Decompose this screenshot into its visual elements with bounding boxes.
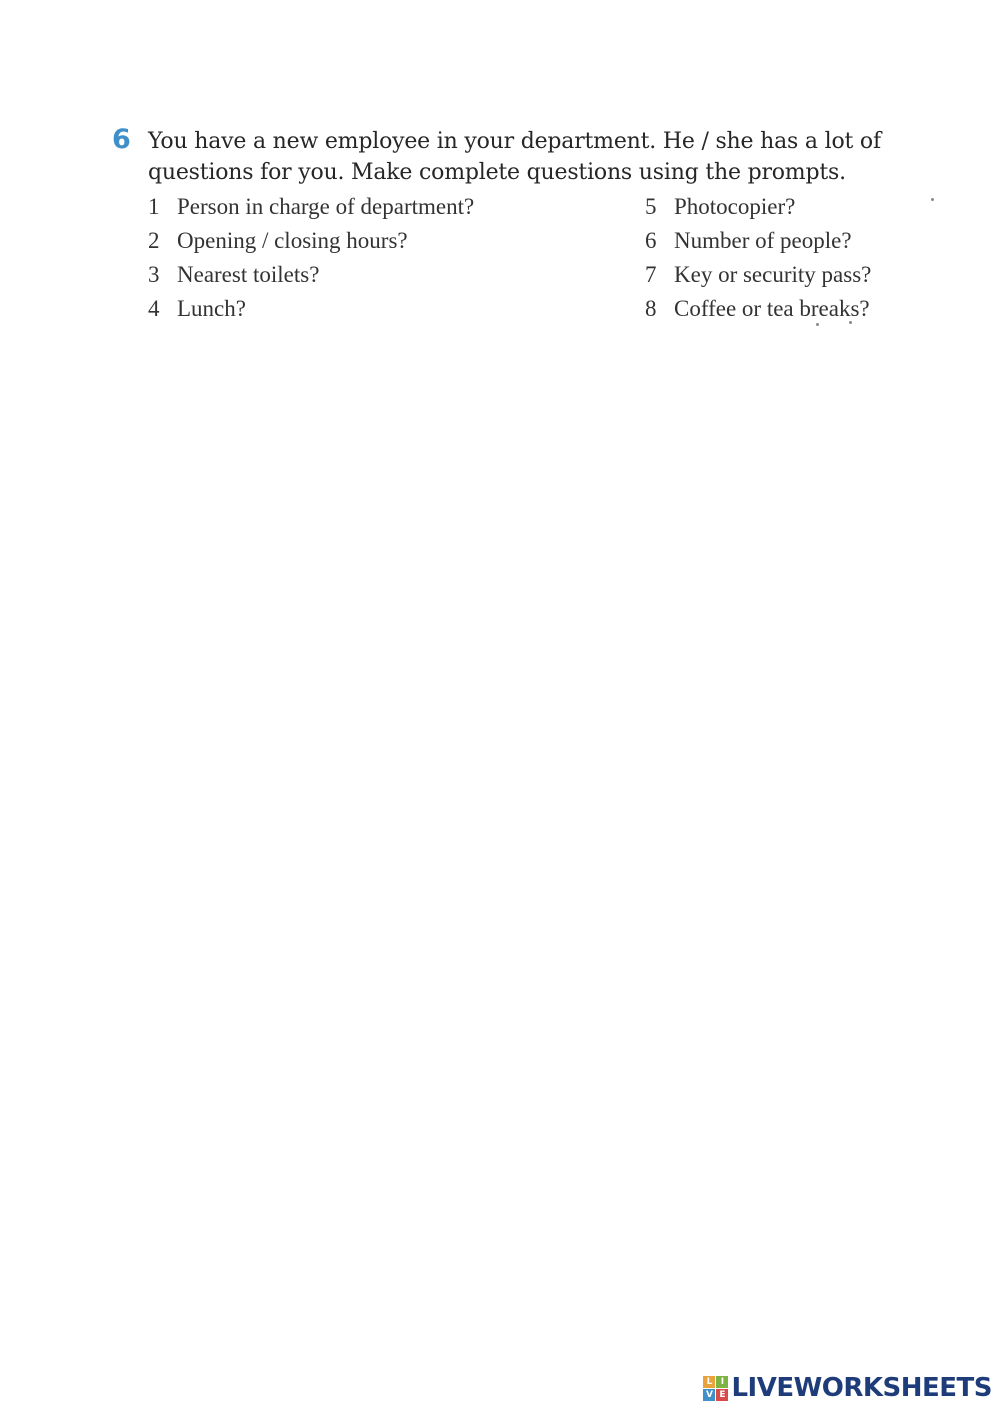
prompt-item (148, 296, 474, 330)
prompt-text: Number of people? (674, 228, 852, 253)
prompt-number: 7 (645, 262, 657, 287)
prompt-number: 5 (645, 194, 657, 219)
prompt-column-left (148, 194, 474, 330)
prompt-number: 1 (148, 194, 160, 219)
prompt-number: 6 (645, 228, 657, 253)
prompt-item (148, 262, 474, 296)
logo-letter: E (716, 1389, 728, 1401)
liveworksheets-brand (703, 1373, 992, 1403)
prompt-text: Coffee or tea breaks? (674, 296, 870, 321)
scan-speck (931, 198, 934, 201)
logo-letter: I (716, 1376, 728, 1388)
prompt-item (148, 228, 474, 262)
prompt-text: Lunch? (177, 296, 246, 321)
prompt-item (645, 194, 871, 228)
prompt-column-right (645, 194, 871, 330)
prompt-text: Opening / closing hours? (177, 228, 408, 253)
logo-letter: V (703, 1389, 715, 1401)
prompt-text: Nearest toilets? (177, 262, 320, 287)
exercise-number: 6 (112, 124, 131, 155)
prompt-item (645, 262, 871, 296)
scan-speck (816, 323, 819, 326)
prompt-text: Photocopier? (674, 194, 796, 219)
brand-name: LIVEWORKSHEETS (731, 1373, 992, 1403)
prompt-text: Key or security pass? (674, 262, 872, 287)
prompt-item (645, 228, 871, 262)
prompt-number: 3 (148, 262, 160, 287)
exercise-instructions: You have a new employee in your department. He / she has a lot of questions for you. Make complete questions using the prompts. (148, 129, 881, 185)
scan-speck (849, 321, 852, 324)
logo-letter: L (703, 1376, 715, 1388)
prompt-item (645, 296, 871, 330)
liveworksheets-logo-icon (703, 1376, 728, 1401)
prompt-text: Person in charge of department? (177, 194, 475, 219)
prompt-number: 8 (645, 296, 657, 321)
prompt-item (148, 194, 474, 228)
prompt-number: 4 (148, 296, 160, 321)
prompt-number: 2 (148, 228, 160, 253)
